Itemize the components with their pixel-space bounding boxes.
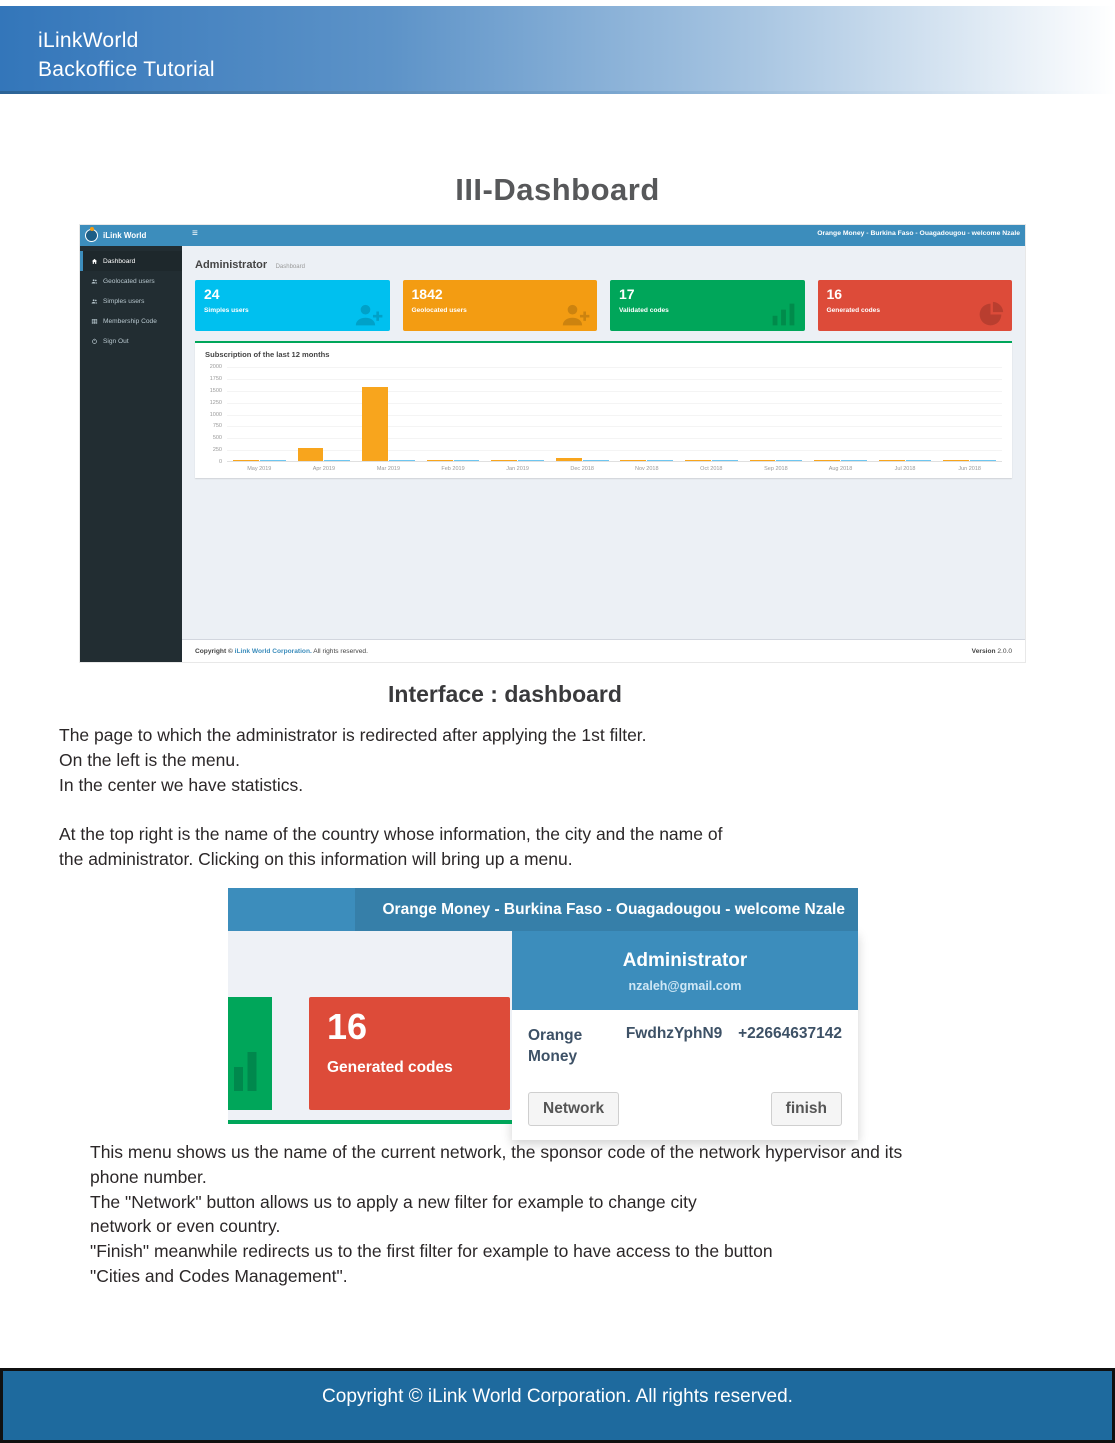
x-tick-label: Aug 2018 [828,466,853,472]
sidebar-item-label: Membership Code [103,317,157,325]
text-line: In the center we have statistics. [59,774,304,795]
corporation-link[interactable]: iLink World Corporation. [234,647,312,655]
sidebar-item-label: Simples users [103,297,145,305]
dashboard-footer [182,639,1025,662]
bar-group [937,460,1002,461]
bar-secondary [454,460,480,461]
user-menu-screenshot [228,888,858,1140]
y-tick-label: 250 [212,447,222,454]
bar-subscriptions [427,460,453,461]
copyright-prefix: Copyright © [195,647,235,655]
page-heading-sub: Dashboard [275,264,305,270]
card-label: Generated codes [327,1059,453,1076]
brand-name: iLink World [103,231,147,240]
bar-secondary [841,460,867,461]
stat-card-simples-users [195,280,390,331]
bar-subscriptions [298,448,324,461]
y-tick-label: 750 [212,423,222,430]
x-tick-label: Jan 2019 [506,466,529,472]
x-tick-label: Dec 2018 [570,466,594,472]
text-line: "Finish" meanwhile redirects us to the first filter for example to have access to the button [90,1241,773,1262]
bar-chart-icon [769,300,798,329]
pie-chart-icon [976,300,1005,329]
text-line: The page to which the administrator is redirected after applying the 1st filter. [59,725,647,745]
user-plus-icon [354,300,383,329]
x-tick-label: Feb 2019 [441,466,465,472]
dropdown-email: nzaleh@gmail.com [628,979,742,993]
stat-value: 17 [619,286,635,302]
y-tick-label: 500 [212,435,222,442]
x-tick-label: Jul 2018 [894,466,916,472]
tutorial-subtitle: Backoffice Tutorial [38,58,215,81]
table-icon [91,318,98,325]
bar-group [744,460,809,461]
text-line: "Cities and Codes Management". [90,1265,348,1286]
phone-number: +22664637142 [738,1025,842,1042]
network-name: Orange Money [528,1027,583,1065]
chart-title: Subscription of the last 12 months [205,350,330,359]
text-line: At the top right is the name of the country whose information, the city and the name of [59,824,723,845]
x-tick-label: Sep 2018 [764,466,788,472]
text-line: phone number. [90,1166,207,1187]
chart-card-top-border [228,1120,512,1124]
sponsor-code: FwdhzYphN9 [625,1025,723,1042]
bar-secondary [906,460,932,461]
y-tick-label: 1750 [209,375,222,382]
dashboard-body [80,246,1025,662]
dropdown-title: Administrator [622,950,748,971]
stat-value: 1842 [411,286,443,302]
text-line: On the left is the menu. [59,749,240,770]
text-line: The "Network" button allows us to apply a new filter for example to change city [90,1191,697,1212]
sidebar-item-simples-users[interactable] [80,291,182,311]
stat-label: Generated codes [826,307,881,314]
chart-y-axis [205,364,227,465]
stat-label: Simples users [204,307,249,314]
navbar-user-info[interactable]: Orange Money - Burkina Faso - Ouagadougou - welcome Nzale [382,901,845,918]
tutorial-footer [0,1368,1115,1443]
content-header [182,246,1025,273]
chart-card [195,341,1012,478]
bar-secondary [776,460,802,461]
sidebar-item-label: Dashboard [103,257,136,265]
y-tick-label: 1250 [209,399,222,406]
finish-button[interactable]: finish [771,1092,842,1126]
content-spacer [182,478,1025,639]
dashboard-content [182,246,1025,662]
footer-copyright: Copyright © iLink World Corporation. All rights reserved. [322,1386,793,1407]
page-heading: Administrator [195,259,268,271]
section-title: III-Dashboard [455,172,660,207]
chart-x-axis [227,462,1002,472]
chart-plot-area [227,367,1002,472]
bar-subscriptions [685,460,711,461]
popup-navbar [228,888,858,931]
bar-group [227,460,292,461]
bar-secondary [260,460,286,461]
sidebar-item-membership-code[interactable] [80,311,182,331]
dropdown-header [512,931,858,1010]
bar-subscriptions [620,460,646,461]
tutorial-header-banner [0,6,1115,91]
brand-logo[interactable] [80,225,182,246]
stat-card-validated-codes [610,280,805,331]
stat-label: Geolocated users [411,307,467,314]
navbar-user-info[interactable]: Orange Money - Burkina Faso - Ouagadougou - welcome Nzale [817,230,1020,237]
header-divider [0,91,1115,94]
bar-chart-icon [231,1046,267,1094]
dashboard-version [972,648,1012,655]
dashboard-navbar [80,225,1025,246]
user-dropdown-menu [512,931,858,1140]
bar-group [550,458,615,461]
hamburger-menu-icon[interactable]: ≡ [192,228,198,239]
bar-group [292,448,357,461]
bar-secondary [324,460,350,461]
bar-subscriptions [362,387,388,461]
globe-pin-icon [85,229,98,242]
text-line: network or even country. [90,1216,281,1237]
x-tick-label: Jun 2018 [958,466,981,472]
text-line: the administrator. Clicking on this information will bring up a menu. [59,848,573,869]
sidebar-item-geolocated-users[interactable] [80,271,182,291]
version-label: Version [971,647,996,655]
copyright-suffix: All rights reserved. [311,647,368,655]
bar-groups [227,367,1002,461]
bar-group [485,460,550,461]
sidebar-item-dashboard[interactable] [80,251,182,271]
dashboard-screenshot [80,225,1025,662]
paragraph-1 [59,723,722,872]
bar-subscriptions [814,460,840,461]
bar-secondary [712,460,738,461]
navbar-bar [182,225,1025,246]
bar-subscriptions [556,458,582,461]
stat-value: 24 [204,286,220,302]
bar-subscriptions [879,460,905,461]
stat-card-geolocated-users [403,280,598,331]
bar-secondary [583,460,609,461]
dashboard-copyright [195,648,368,655]
dropdown-details [512,1010,858,1077]
card-value: 16 [327,1006,368,1047]
y-tick-label: 0 [218,459,222,465]
generated-codes-card [309,997,510,1110]
network-button[interactable]: Network [528,1092,619,1126]
sidebar-item-label: Sign Out [103,337,129,345]
bar-group [808,460,873,461]
paragraph-2 [90,1140,902,1289]
x-tick-label: Nov 2018 [634,466,659,472]
users-icon [91,278,98,285]
bar-group [421,460,486,461]
bar-subscriptions [943,460,969,461]
sidebar [80,246,182,662]
bar-group [873,460,938,461]
stat-label: Validated codes [619,307,669,314]
stat-value: 16 [826,286,843,302]
power-icon [91,338,98,345]
version-number: 2.0.0 [995,647,1012,655]
green-card-fragment [228,997,272,1110]
screenshot-caption: Interface : dashboard [388,681,622,707]
bar-subscriptions [233,460,259,461]
subscriptions-chart [205,364,1002,472]
y-tick-label: 1500 [209,387,222,394]
dropdown-footer [512,1082,858,1140]
stat-cards-row [195,280,1012,331]
tutorial-brand: iLinkWorld [38,29,139,52]
chart-plot [227,367,1002,462]
user-plus-icon [561,300,590,329]
bar-subscriptions [750,460,776,461]
bar-secondary [970,460,996,461]
stat-card-generated-codes [818,280,1013,331]
x-tick-label: Mar 2019 [376,466,401,472]
bar-subscriptions [491,460,517,461]
sidebar-item-sign-out[interactable] [80,331,182,351]
bar-group [356,387,421,461]
popup-body [228,931,858,1140]
home-icon [91,258,98,265]
x-tick-label: May 2019 [247,466,272,472]
y-tick-label: 2000 [209,364,222,370]
bar-secondary [647,460,673,461]
bar-secondary [389,460,415,461]
bar-group [614,460,679,461]
x-tick-label: Oct 2018 [700,466,723,472]
sidebar-item-label: Geolocated users [103,277,155,285]
bar-group [679,460,744,461]
popup-background-content [228,931,512,1140]
text-line [59,797,722,822]
x-tick-label: Apr 2019 [312,466,336,472]
text-line: This menu shows us the name of the current network, the sponsor code of the network hypervisor and its [90,1142,903,1162]
y-tick-label: 1000 [209,411,222,418]
users-icon [91,298,98,305]
bar-secondary [518,460,544,461]
